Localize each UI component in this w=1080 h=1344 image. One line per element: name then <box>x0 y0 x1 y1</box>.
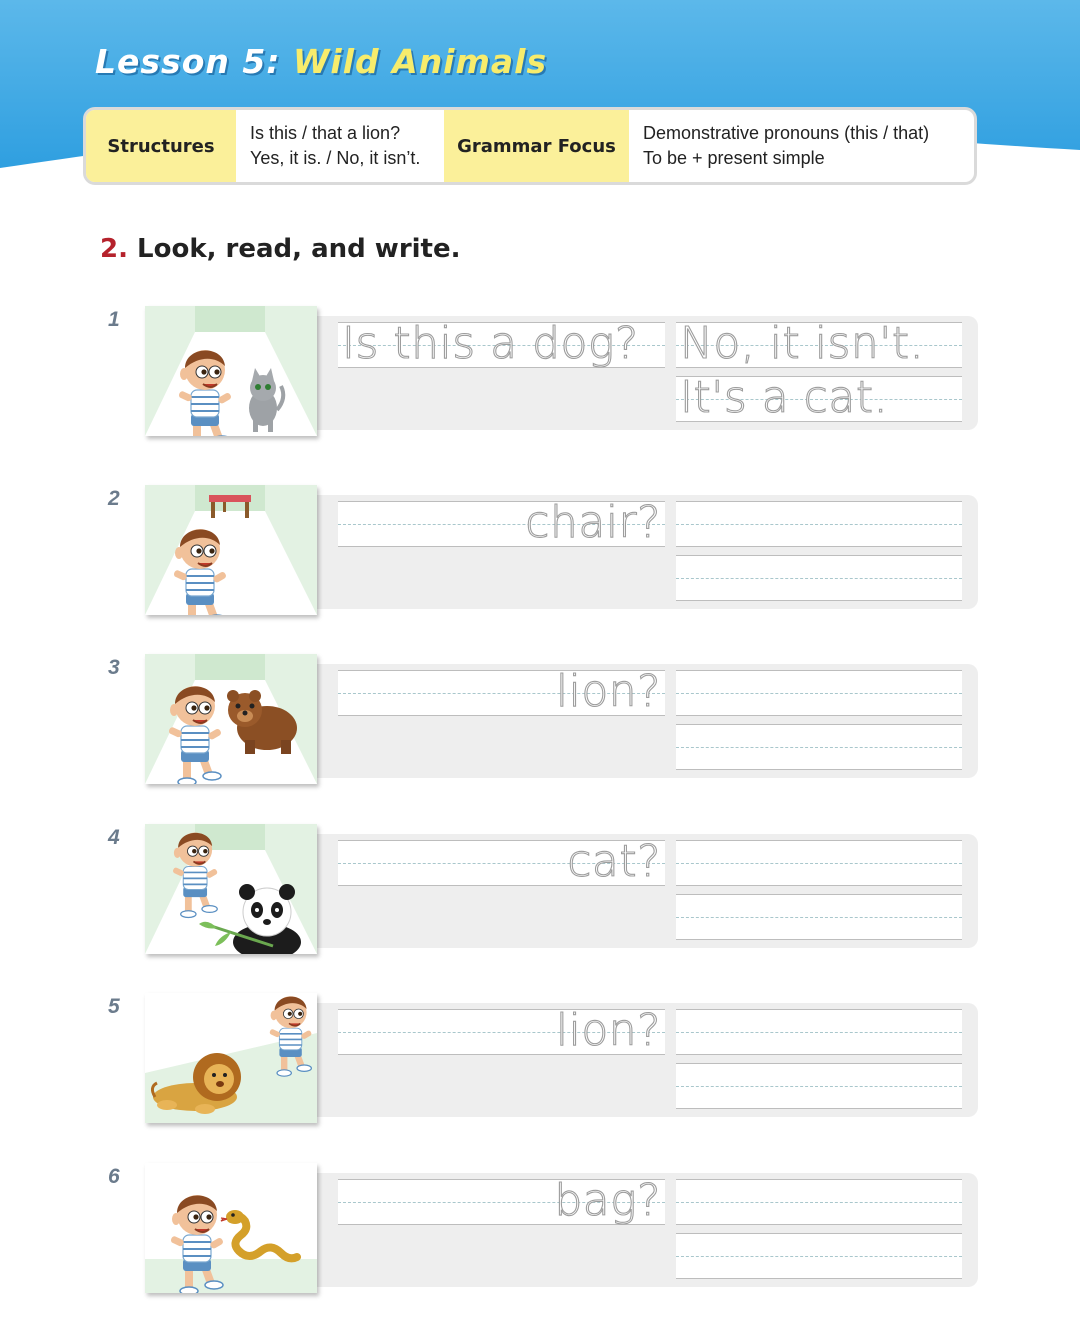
answer-writing-line-2[interactable] <box>676 724 962 770</box>
grammar-line-2: To be + present simple <box>643 148 825 168</box>
item-number: 5 <box>108 995 120 1018</box>
lesson-topic: Wild Animals <box>293 42 548 81</box>
item-number: 6 <box>108 1165 120 1188</box>
grammar-line-1: Demonstrative pronouns (this / that) <box>643 123 930 143</box>
exercise-item-3 <box>0 656 1080 796</box>
item-picture-boy-and-lion <box>145 993 317 1123</box>
structures-text <box>236 110 444 182</box>
instruction-text: Look, read, and write. <box>137 234 461 264</box>
question-writing-line[interactable] <box>338 318 665 369</box>
answer-trace-text-2: It's a cat. <box>680 372 889 423</box>
exercise-item-2 <box>0 487 1080 627</box>
item-number: 2 <box>108 487 120 510</box>
answer-writing-line-1[interactable] <box>676 1179 962 1225</box>
question-trace-text: Is this a dog? <box>342 318 639 369</box>
exercise-instruction <box>100 234 461 264</box>
item-picture-boy-and-bear <box>145 654 317 784</box>
question-writing-line[interactable] <box>338 836 665 887</box>
question-trace-text: lion? <box>555 666 661 717</box>
question-writing-line[interactable] <box>338 1175 665 1226</box>
exercise-item-4 <box>0 826 1080 966</box>
answer-writing-line-1[interactable] <box>676 840 962 886</box>
answer-writing-line-2[interactable] <box>676 555 962 601</box>
answer-writing-line-2[interactable] <box>676 894 962 940</box>
answer-writing-line-1[interactable] <box>676 1009 962 1055</box>
item-picture-boy-and-panda <box>145 824 317 954</box>
lesson-number: Lesson 5: <box>95 42 281 81</box>
question-writing-line[interactable] <box>338 666 665 717</box>
question-trace-text: chair? <box>525 497 661 548</box>
answer-writing-line-2[interactable] <box>676 1233 962 1279</box>
question-trace-text: lion? <box>555 1005 661 1056</box>
answer-writing-line-1[interactable] <box>676 670 962 716</box>
structures-line-1: Is this / that a lion? <box>250 123 401 143</box>
item-number: 4 <box>108 826 120 849</box>
answer-writing-line-2[interactable] <box>676 372 962 423</box>
lesson-info-bar <box>83 107 977 185</box>
exercise-item-5 <box>0 995 1080 1135</box>
item-number: 3 <box>108 656 120 679</box>
structures-line-2: Yes, it is. / No, it isn’t. <box>250 148 421 168</box>
answer-writing-line-1[interactable] <box>676 501 962 547</box>
lesson-title <box>95 42 547 81</box>
answer-writing-line-2[interactable] <box>676 1063 962 1109</box>
question-trace-text: cat? <box>567 836 661 887</box>
grammar-focus-label: Grammar Focus <box>444 110 629 182</box>
item-picture-boy-and-cat <box>145 306 317 436</box>
question-writing-line[interactable] <box>338 497 665 548</box>
answer-trace-text-1: No, it isn't. <box>680 318 925 369</box>
answer-writing-line-1[interactable] <box>676 318 962 369</box>
exercise-number: 2. <box>100 234 128 264</box>
item-picture-boy-and-table <box>145 485 317 615</box>
item-number: 1 <box>108 308 120 331</box>
question-writing-line[interactable] <box>338 1005 665 1056</box>
exercise-item-1 <box>0 308 1080 448</box>
item-picture-boy-and-snake <box>145 1163 317 1293</box>
grammar-focus-text <box>629 110 974 182</box>
structures-label: Structures <box>86 110 236 182</box>
exercise-item-6 <box>0 1165 1080 1305</box>
question-trace-text: bag? <box>554 1175 661 1226</box>
